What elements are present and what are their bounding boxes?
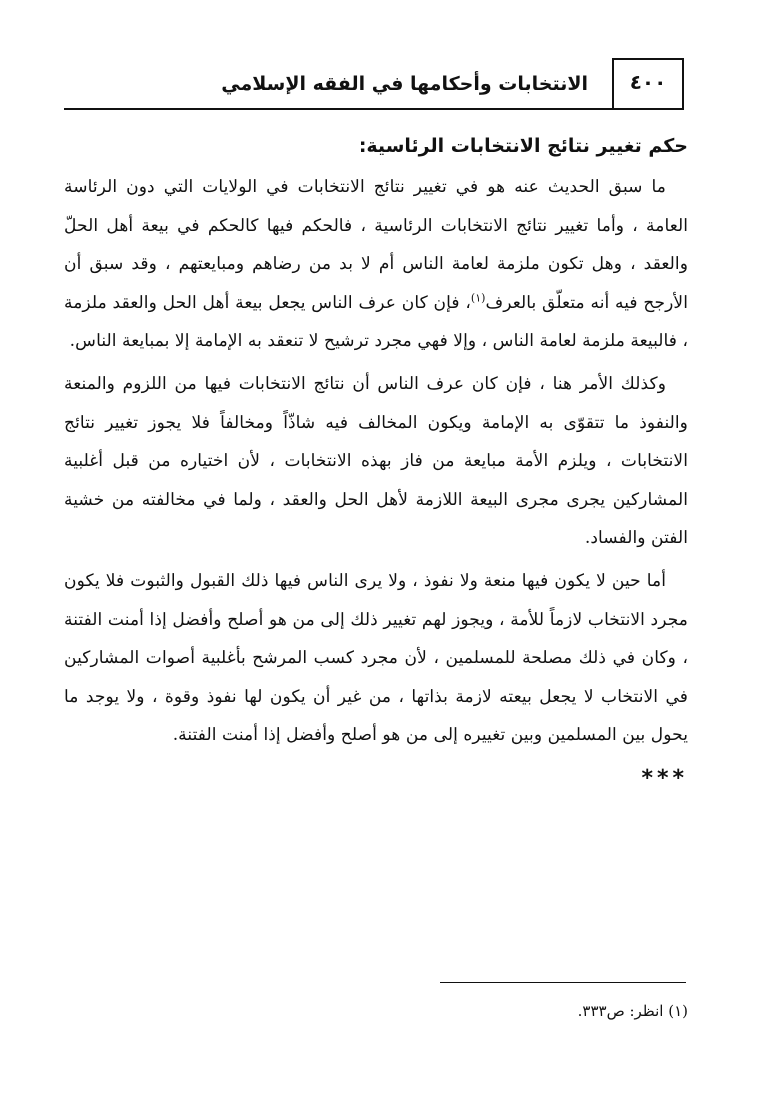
footnote: (١) انظر: ص٣٣٣. [577, 1002, 688, 1020]
section-separator: *** [641, 765, 688, 791]
paragraph-1-text-cont: ، فإن كان عرف الناس يجعل بيعة أهل الحل والعقد ملزمة ، فالبيعة ملزمة لعامة الناس ، وإلا فهي مجرد ترشيح لا تنعقد به الإمامة إلا بمبايعة الناس. [64, 292, 688, 352]
page-number: ٤٠٠ [612, 58, 684, 108]
header-rule [64, 108, 684, 110]
paragraph-3: أما حين لا يكون فيها منعة ولا نفوذ ، ولا يرى الناس فيها ذلك القبول والثبوت فلا يكون مجرد الانتخاب لازماً للأمة ، ويجوز لهم تغيير ذلك إلى من هو أصلح وأفضل إذا أمنت الفتنة ، وكان في ذلك مصلحة للمسلمين ، لأن مجرد كسب المرشح بأغلبية أصوات المشاركين في الانتخاب لا يجعل بيعته لازمة بذاتها ، من غير أن يكون لها نفوذ وقوة ، ولا يوجد ما يحول بين المسلمين وبين تغييره إلى من هو أصلح وأفضل إذا أمنت الفتنة. [64, 570, 688, 746]
paragraph-2: وكذلك الأمر هنا ، فإن كان عرف الناس أن نتائج الانتخابات فيها من اللزوم والمنعة والنفوذ ما تتقوّى به الإمامة ويكون المخالف فيه شاذّاً ومخالفاً فلا يجوز تغيير نتائج الانتخابات ، ويلزم الأمة مبايعة من فاز بهذه الانتخابات ، لأن اختياره من قبل أغلبية المشاركين يجرى مجرى البيعة اللازمة لأهل الحل والعقد ، ولما في مخالفته من خشية الفتن والفساد. [64, 373, 688, 549]
page-header [64, 58, 684, 108]
footnote-reference: (١) [470, 291, 486, 305]
main-text [64, 126, 688, 799]
paragraph-1 [64, 168, 688, 361]
paragraph-1-text: ما سبق الحديث عنه هو في تغيير نتائج الانتخابات في الولايات التي دون الرئاسة العامة ، وأما تغيير نتائج الانتخابات الرئاسية ، فالحكم فيها كالحكم في بيعة أهل الحلّ والعقد ، وهل تكون ملزمة لعامة الناس أم لا بد من رضاهم ومبايعتهم ، وقد سبق أن الأرجح فيه أنه متعلّق بالعرف [64, 177, 688, 313]
running-title: الانتخابات وأحكامها في الفقه الإسلامي [221, 73, 588, 95]
section-heading: حكم تغيير نتائج الانتخابات الرئاسية: [358, 135, 688, 157]
footnote-rule [440, 982, 686, 983]
